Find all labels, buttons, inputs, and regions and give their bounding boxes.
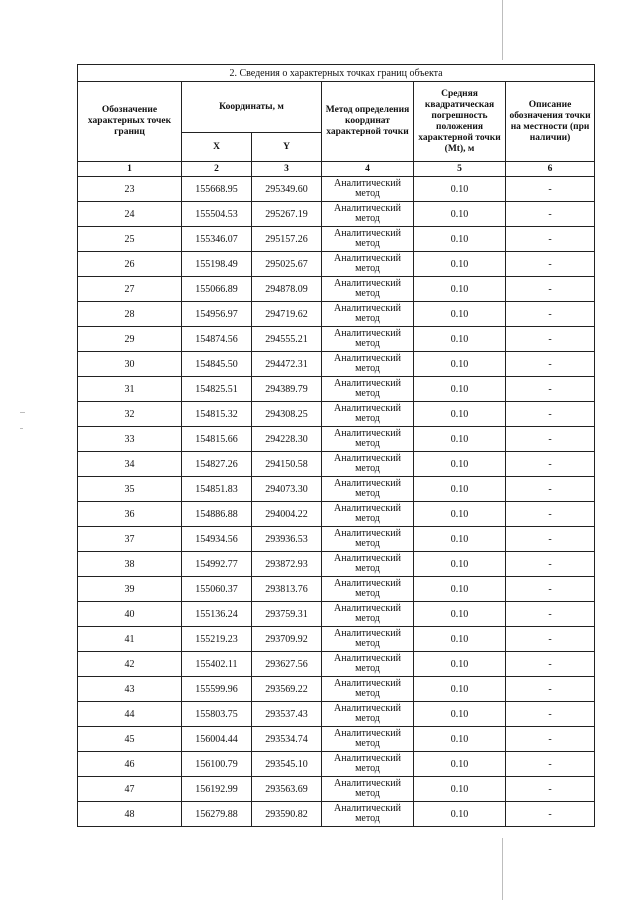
- description-cell: -: [506, 277, 595, 302]
- table-row: [78, 752, 595, 777]
- method-line-1: Аналитический: [334, 777, 401, 789]
- method-cell: [322, 477, 414, 502]
- x-coordinate-cell: 154934.56: [182, 527, 252, 552]
- error-cell: 0.10: [414, 377, 506, 402]
- description-cell: -: [506, 727, 595, 752]
- y-coordinate-cell: 293563.69: [252, 777, 322, 802]
- table-row: [78, 652, 595, 677]
- x-coordinate-cell: 155402.11: [182, 652, 252, 677]
- description-cell: -: [506, 477, 595, 502]
- method-line-2: метод: [355, 563, 380, 574]
- description-cell: -: [506, 202, 595, 227]
- method-line-2: метод: [355, 538, 380, 549]
- table-row: [78, 402, 595, 427]
- y-coordinate-cell: 293627.56: [252, 652, 322, 677]
- description-cell: -: [506, 252, 595, 277]
- method-cell: [322, 502, 414, 527]
- y-coordinate-cell: 294555.21: [252, 327, 322, 352]
- x-coordinate-cell: 156100.79: [182, 752, 252, 777]
- x-coordinate-cell: 154992.77: [182, 552, 252, 577]
- point-number-cell: 34: [78, 452, 182, 477]
- y-coordinate-cell: 293709.92: [252, 627, 322, 652]
- description-cell: -: [506, 627, 595, 652]
- method-cell: [322, 202, 414, 227]
- point-number-cell: 36: [78, 502, 182, 527]
- error-cell: 0.10: [414, 452, 506, 477]
- description-cell: -: [506, 352, 595, 377]
- description-cell: -: [506, 777, 595, 802]
- error-cell: 0.10: [414, 627, 506, 652]
- x-coordinate-cell: 155803.75: [182, 702, 252, 727]
- method-cell: [322, 277, 414, 302]
- method-line-1: Аналитический: [334, 677, 401, 689]
- boundary-points-table: [77, 64, 595, 827]
- description-cell: -: [506, 177, 595, 202]
- method-cell: [322, 452, 414, 477]
- method-cell: [322, 627, 414, 652]
- method-line-2: метод: [355, 313, 380, 324]
- y-coordinate-cell: 294878.09: [252, 277, 322, 302]
- method-cell: [322, 302, 414, 327]
- error-cell: 0.10: [414, 777, 506, 802]
- table-row: [78, 377, 595, 402]
- method-line-1: Аналитический: [334, 227, 401, 239]
- x-coordinate-cell: 154815.66: [182, 427, 252, 452]
- point-number-cell: 47: [78, 777, 182, 802]
- table-row: [78, 227, 595, 252]
- point-number-cell: 46: [78, 752, 182, 777]
- table-row: [78, 552, 595, 577]
- column-number: 6: [506, 162, 595, 177]
- y-coordinate-cell: 293813.76: [252, 577, 322, 602]
- method-cell: [322, 327, 414, 352]
- description-cell: -: [506, 752, 595, 777]
- method-line-2: метод: [355, 463, 380, 474]
- scan-artifact-vertical-line: [502, 0, 503, 60]
- header-coordinates: Координаты, м: [182, 82, 322, 133]
- method-cell: [322, 602, 414, 627]
- point-number-cell: 38: [78, 552, 182, 577]
- method-line-1: Аналитический: [334, 252, 401, 264]
- method-line-1: Аналитический: [334, 302, 401, 314]
- point-number-cell: 43: [78, 677, 182, 702]
- error-cell: 0.10: [414, 577, 506, 602]
- point-number-cell: 24: [78, 202, 182, 227]
- method-line-1: Аналитический: [334, 702, 401, 714]
- table-row: [78, 677, 595, 702]
- x-coordinate-cell: 154956.97: [182, 302, 252, 327]
- x-coordinate-cell: 155346.07: [182, 227, 252, 252]
- x-coordinate-cell: 155198.49: [182, 252, 252, 277]
- table-row: [78, 502, 595, 527]
- error-cell: 0.10: [414, 477, 506, 502]
- scan-artifact-mark: [20, 412, 25, 413]
- table-row: [78, 602, 595, 627]
- point-number-cell: 23: [78, 177, 182, 202]
- x-coordinate-cell: 154825.51: [182, 377, 252, 402]
- error-cell: 0.10: [414, 652, 506, 677]
- method-line-2: метод: [355, 388, 380, 399]
- x-coordinate-cell: 156279.88: [182, 802, 252, 827]
- description-cell: -: [506, 602, 595, 627]
- table-row: [78, 727, 595, 752]
- method-cell: [322, 652, 414, 677]
- x-coordinate-cell: 156004.44: [182, 727, 252, 752]
- y-coordinate-cell: 294308.25: [252, 402, 322, 427]
- header-x: X: [182, 133, 252, 162]
- section-title: 2. Сведения о характерных точках границ объекта: [78, 65, 595, 82]
- point-number-cell: 44: [78, 702, 182, 727]
- method-line-2: метод: [355, 338, 380, 349]
- method-cell: [322, 352, 414, 377]
- method-line-2: метод: [355, 263, 380, 274]
- point-number-cell: 42: [78, 652, 182, 677]
- method-line-2: метод: [355, 588, 380, 599]
- table-row: [78, 177, 595, 202]
- y-coordinate-cell: 293936.53: [252, 527, 322, 552]
- table-row: [78, 477, 595, 502]
- method-cell: [322, 427, 414, 452]
- point-number-cell: 39: [78, 577, 182, 602]
- description-cell: -: [506, 802, 595, 827]
- description-cell: -: [506, 577, 595, 602]
- method-line-2: метод: [355, 613, 380, 624]
- table-row: [78, 527, 595, 552]
- table-row: [78, 327, 595, 352]
- point-number-cell: 28: [78, 302, 182, 327]
- y-coordinate-cell: 293534.74: [252, 727, 322, 752]
- method-line-2: метод: [355, 663, 380, 674]
- method-line-1: Аналитический: [334, 752, 401, 764]
- column-number: 1: [78, 162, 182, 177]
- y-coordinate-cell: 295349.60: [252, 177, 322, 202]
- point-number-cell: 45: [78, 727, 182, 752]
- y-coordinate-cell: 293537.43: [252, 702, 322, 727]
- error-cell: 0.10: [414, 352, 506, 377]
- method-line-2: метод: [355, 513, 380, 524]
- x-coordinate-cell: 155066.89: [182, 277, 252, 302]
- method-cell: [322, 702, 414, 727]
- method-line-1: Аналитический: [334, 527, 401, 539]
- point-number-cell: 26: [78, 252, 182, 277]
- method-cell: [322, 677, 414, 702]
- x-coordinate-cell: 155219.23: [182, 627, 252, 652]
- method-line-1: Аналитический: [334, 377, 401, 389]
- error-cell: 0.10: [414, 802, 506, 827]
- method-line-1: Аналитический: [334, 627, 401, 639]
- description-cell: -: [506, 227, 595, 252]
- method-line-2: метод: [355, 213, 380, 224]
- column-number: 3: [252, 162, 322, 177]
- error-cell: 0.10: [414, 177, 506, 202]
- point-number-cell: 31: [78, 377, 182, 402]
- x-coordinate-cell: 155504.53: [182, 202, 252, 227]
- method-line-1: Аналитический: [334, 802, 401, 814]
- point-number-cell: 37: [78, 527, 182, 552]
- description-cell: -: [506, 402, 595, 427]
- method-line-2: метод: [355, 288, 380, 299]
- table-row: [78, 427, 595, 452]
- error-cell: 0.10: [414, 302, 506, 327]
- method-line-2: метод: [355, 763, 380, 774]
- method-line-1: Аналитический: [334, 327, 401, 339]
- method-cell: [322, 552, 414, 577]
- method-line-1: Аналитический: [334, 202, 401, 214]
- description-cell: -: [506, 552, 595, 577]
- error-cell: 0.10: [414, 602, 506, 627]
- method-line-2: метод: [355, 188, 380, 199]
- method-line-2: метод: [355, 638, 380, 649]
- description-cell: -: [506, 652, 595, 677]
- method-line-1: Аналитический: [334, 477, 401, 489]
- error-cell: 0.10: [414, 502, 506, 527]
- error-cell: 0.10: [414, 427, 506, 452]
- method-line-1: Аналитический: [334, 652, 401, 664]
- table-row: [78, 627, 595, 652]
- point-number-cell: 29: [78, 327, 182, 352]
- method-line-1: Аналитический: [334, 277, 401, 289]
- method-line-2: метод: [355, 413, 380, 424]
- point-number-cell: 35: [78, 477, 182, 502]
- x-coordinate-cell: 154886.88: [182, 502, 252, 527]
- column-number-row: [78, 162, 595, 177]
- point-number-cell: 41: [78, 627, 182, 652]
- error-cell: 0.10: [414, 202, 506, 227]
- method-line-1: Аналитический: [334, 727, 401, 739]
- description-cell: -: [506, 502, 595, 527]
- y-coordinate-cell: 295025.67: [252, 252, 322, 277]
- y-coordinate-cell: 293872.93: [252, 552, 322, 577]
- y-coordinate-cell: 294073.30: [252, 477, 322, 502]
- column-number: 4: [322, 162, 414, 177]
- table-row: [78, 302, 595, 327]
- method-cell: [322, 577, 414, 602]
- point-number-cell: 32: [78, 402, 182, 427]
- method-line-2: метод: [355, 788, 380, 799]
- method-line-1: Аналитический: [334, 402, 401, 414]
- point-number-cell: 40: [78, 602, 182, 627]
- scan-artifact-mark: [20, 428, 23, 429]
- table-row: [78, 277, 595, 302]
- y-coordinate-cell: 294150.58: [252, 452, 322, 477]
- header-method: Метод определения координат характерной точки: [322, 82, 414, 162]
- header-designation: Обозначение характерных точек границ: [78, 82, 182, 162]
- method-line-2: метод: [355, 363, 380, 374]
- method-line-2: метод: [355, 713, 380, 724]
- table-row: [78, 202, 595, 227]
- table-row: [78, 577, 595, 602]
- method-line-2: метод: [355, 738, 380, 749]
- x-coordinate-cell: 154827.26: [182, 452, 252, 477]
- y-coordinate-cell: 294228.30: [252, 427, 322, 452]
- method-line-2: метод: [355, 688, 380, 699]
- x-coordinate-cell: 156192.99: [182, 777, 252, 802]
- method-line-1: Аналитический: [334, 502, 401, 514]
- description-cell: -: [506, 452, 595, 477]
- error-cell: 0.10: [414, 327, 506, 352]
- header-row-top: [78, 82, 595, 133]
- y-coordinate-cell: 294004.22: [252, 502, 322, 527]
- method-line-1: Аналитический: [334, 177, 401, 189]
- method-cell: [322, 727, 414, 752]
- method-line-1: Аналитический: [334, 352, 401, 364]
- method-cell: [322, 777, 414, 802]
- method-cell: [322, 177, 414, 202]
- point-number-cell: 27: [78, 277, 182, 302]
- table-row: [78, 452, 595, 477]
- method-line-2: метод: [355, 488, 380, 499]
- table-row: [78, 802, 595, 827]
- error-cell: 0.10: [414, 527, 506, 552]
- x-coordinate-cell: 155060.37: [182, 577, 252, 602]
- method-cell: [322, 377, 414, 402]
- table-row: [78, 702, 595, 727]
- table-row: [78, 352, 595, 377]
- method-line-1: Аналитический: [334, 452, 401, 464]
- error-cell: 0.10: [414, 702, 506, 727]
- error-cell: 0.10: [414, 752, 506, 777]
- x-coordinate-cell: 155668.95: [182, 177, 252, 202]
- y-coordinate-cell: 293569.22: [252, 677, 322, 702]
- y-coordinate-cell: 293545.10: [252, 752, 322, 777]
- point-number-cell: 30: [78, 352, 182, 377]
- table-title-row: [78, 65, 595, 82]
- description-cell: -: [506, 327, 595, 352]
- y-coordinate-cell: 294389.79: [252, 377, 322, 402]
- scan-artifact-vertical-line: [502, 838, 503, 900]
- y-coordinate-cell: 294472.31: [252, 352, 322, 377]
- y-coordinate-cell: 294719.62: [252, 302, 322, 327]
- error-cell: 0.10: [414, 277, 506, 302]
- x-coordinate-cell: 154874.56: [182, 327, 252, 352]
- y-coordinate-cell: 295157.26: [252, 227, 322, 252]
- table-row: [78, 252, 595, 277]
- x-coordinate-cell: 154815.32: [182, 402, 252, 427]
- header-error: Средняя квадратическая погрешность положения характерной точки (Мt), м: [414, 82, 506, 162]
- y-coordinate-cell: 295267.19: [252, 202, 322, 227]
- method-line-1: Аналитический: [334, 577, 401, 589]
- method-cell: [322, 752, 414, 777]
- column-number: 5: [414, 162, 506, 177]
- point-number-cell: 33: [78, 427, 182, 452]
- method-line-1: Аналитический: [334, 427, 401, 439]
- description-cell: -: [506, 702, 595, 727]
- y-coordinate-cell: 293590.82: [252, 802, 322, 827]
- table-row: [78, 777, 595, 802]
- description-cell: -: [506, 302, 595, 327]
- header-y: Y: [252, 133, 322, 162]
- method-cell: [322, 402, 414, 427]
- method-cell: [322, 227, 414, 252]
- method-line-1: Аналитический: [334, 602, 401, 614]
- header-description: Описание обозначения точки на местности (при наличии): [506, 82, 595, 162]
- y-coordinate-cell: 293759.31: [252, 602, 322, 627]
- error-cell: 0.10: [414, 677, 506, 702]
- error-cell: 0.10: [414, 552, 506, 577]
- column-number: 2: [182, 162, 252, 177]
- method-cell: [322, 252, 414, 277]
- error-cell: 0.10: [414, 402, 506, 427]
- x-coordinate-cell: 155136.24: [182, 602, 252, 627]
- x-coordinate-cell: 154851.83: [182, 477, 252, 502]
- point-number-cell: 48: [78, 802, 182, 827]
- description-cell: -: [506, 377, 595, 402]
- description-cell: -: [506, 677, 595, 702]
- description-cell: -: [506, 527, 595, 552]
- point-number-cell: 25: [78, 227, 182, 252]
- x-coordinate-cell: 154845.50: [182, 352, 252, 377]
- error-cell: 0.10: [414, 727, 506, 752]
- method-line-1: Аналитический: [334, 552, 401, 564]
- method-cell: [322, 802, 414, 827]
- x-coordinate-cell: 155599.96: [182, 677, 252, 702]
- error-cell: 0.10: [414, 252, 506, 277]
- method-line-2: метод: [355, 813, 380, 824]
- method-cell: [322, 527, 414, 552]
- error-cell: 0.10: [414, 227, 506, 252]
- description-cell: -: [506, 427, 595, 452]
- method-line-2: метод: [355, 438, 380, 449]
- method-line-2: метод: [355, 238, 380, 249]
